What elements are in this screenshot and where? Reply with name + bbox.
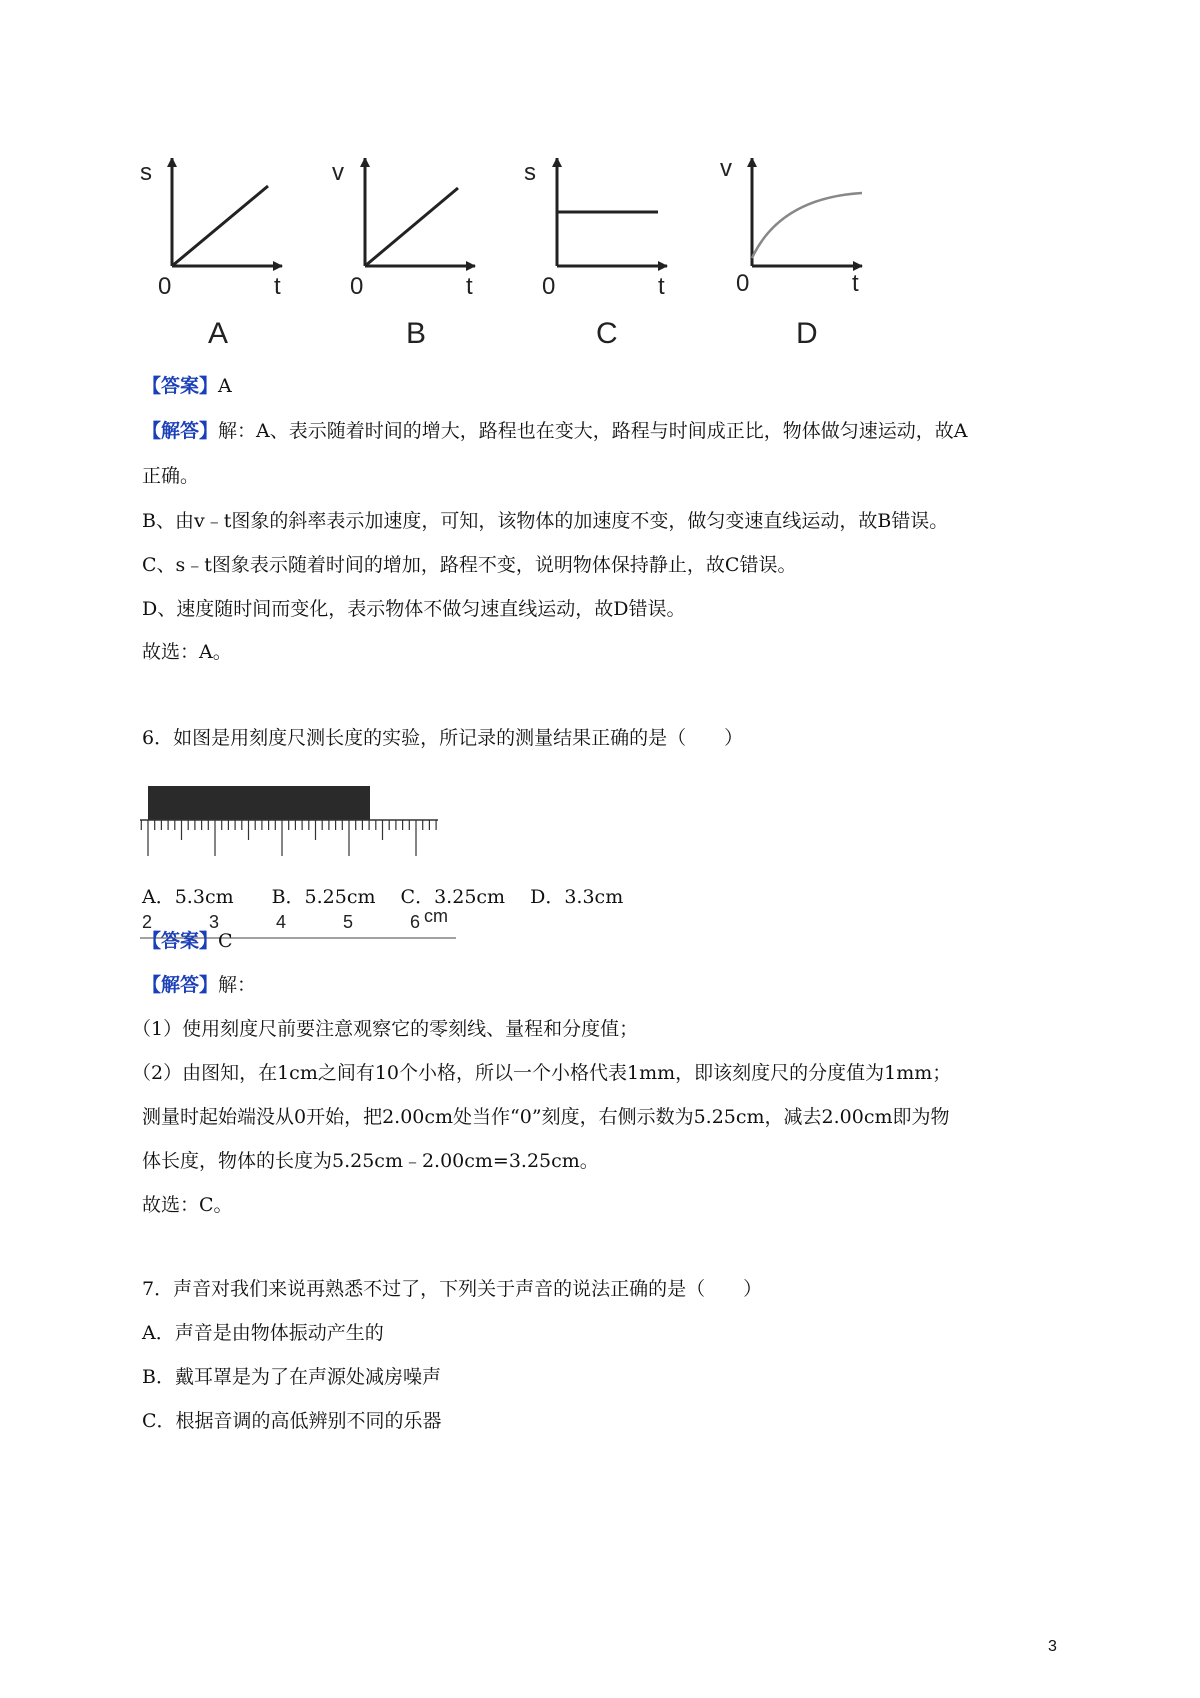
- q6-analysis-p4: 体长度，物体的长度为5.25cm﹣2.00cm=3.25cm。: [142, 1150, 599, 1172]
- q6-analysis-p2: （2）由图知，在1cm之间有10个小格，所以一个小格代表1mm，即该刻度尺的分度值为1mm；: [132, 1062, 952, 1084]
- page-number: 3: [1048, 1638, 1057, 1655]
- ruler-ticks: [140, 820, 438, 856]
- graph-d: [720, 158, 862, 350]
- graph-a-y-label: s: [140, 159, 152, 186]
- q6-answer-tag: 【答案】: [142, 930, 219, 952]
- measured-object: [148, 786, 370, 820]
- ruler-label-6: 6: [410, 912, 421, 932]
- q5-option-c-analysis: C、s﹣t图象表示随着时间的增加，路程不变，说明物体保持静止，故C错误。: [142, 554, 797, 576]
- graph-b-origin: 0: [350, 273, 364, 300]
- q5-option-b-analysis: B、由v﹣t图象的斜率表示加速度，可知，该物体的加速度不变，做匀变速直线运动，故B错误。: [142, 510, 949, 532]
- q7-option-b: B．戴耳罩是为了在声源处减房噪声: [142, 1366, 441, 1388]
- q5-analysis-tag: 【解答】: [142, 420, 219, 442]
- ruler-label-3: 3: [209, 912, 220, 932]
- graph-b-caption: B: [406, 317, 427, 350]
- q5-answer-tag: 【答案】: [142, 375, 219, 397]
- q5-answer-line: [142, 373, 232, 399]
- q5-answer-value: A: [218, 375, 232, 397]
- ruler-unit: cm: [424, 906, 448, 926]
- graph-d-caption: D: [796, 317, 818, 350]
- q6-analysis-tag: 【解答】: [142, 974, 219, 996]
- graph-c-origin: 0: [542, 273, 556, 300]
- graph-b-x-label: t: [466, 273, 473, 300]
- motion-graphs-figure: [140, 158, 980, 388]
- graph-c-x-label: t: [658, 273, 665, 300]
- ruler-label-2: 2: [142, 912, 153, 932]
- graph-a-x-label: t: [274, 273, 281, 300]
- q6-answer-value: C: [218, 930, 233, 952]
- graph-d-x-label: t: [852, 270, 859, 297]
- graph-a-line: [172, 186, 268, 266]
- q6-analysis-head: 解：: [218, 974, 257, 996]
- graph-b-y-label: v: [332, 159, 344, 186]
- ruler-label-4: 4: [276, 912, 287, 932]
- graph-a: [140, 158, 282, 350]
- ruler-label-5: 5: [343, 912, 354, 932]
- q5-analysis-line-1: [142, 418, 967, 444]
- q6-question: 6．如图是用刻度尺测长度的实验，所记录的测量结果正确的是（ ）: [142, 727, 744, 749]
- q6-choose: 故选：C。: [142, 1194, 233, 1216]
- q7-option-a: A．声音是由物体振动产生的: [142, 1322, 384, 1344]
- graph-b: [332, 158, 475, 350]
- q6-analysis-p3: 测量时起始端没从0开始，把2.00cm处当作“0”刻度，右侧示数为5.25cm，减去2.00cm即为物: [142, 1106, 950, 1128]
- graph-a-origin: 0: [158, 273, 172, 300]
- q5-choose: 故选：A。: [142, 641, 232, 663]
- q6-analysis-line: [142, 972, 256, 998]
- q6-answer-line: [142, 928, 233, 954]
- q5-analysis-text-1: 解：A、表示随着时间的增大，路程也在变大，路程与时间成正比，物体做匀速运动，故A: [218, 420, 968, 442]
- graph-d-origin: 0: [736, 270, 750, 297]
- graph-c-caption: C: [596, 317, 618, 350]
- q7-question: 7．声音对我们来说再熟悉不过了，下列关于声音的说法正确的是（ ）: [142, 1278, 763, 1300]
- q6-analysis-p1: （1）使用刻度尺前要注意观察它的零刻线、量程和分度值；: [132, 1018, 639, 1040]
- graph-a-caption: A: [208, 317, 229, 350]
- q6-options: A．5.3cm B．5.25cm C．3.25cm D．3.3cm: [142, 886, 624, 908]
- graph-d-y-label: v: [720, 158, 732, 182]
- graph-d-curve: [752, 193, 862, 258]
- graph-b-line: [365, 188, 458, 266]
- graph-c: [524, 158, 667, 350]
- q5-option-d-analysis: D、速度随时间而变化，表示物体不做匀速直线运动，故D错误。: [142, 598, 686, 620]
- q5-analysis-line-2: 正确。: [142, 465, 200, 487]
- graph-c-y-label: s: [524, 159, 536, 186]
- q7-option-c: C．根据音调的高低辨别不同的乐器: [142, 1410, 442, 1432]
